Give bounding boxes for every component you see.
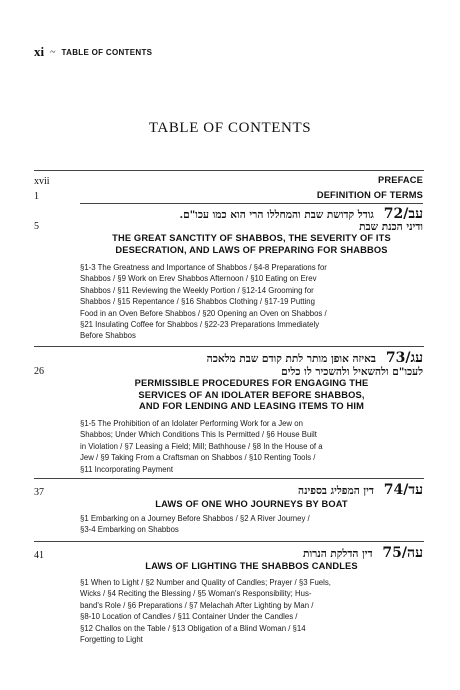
ornament-icon: ~ bbox=[50, 46, 56, 58]
section-summary bbox=[80, 262, 423, 342]
summary-line: in Violation / §7 Leasing a Field; Mill; Bathhouse / §8 In the House of a bbox=[80, 441, 323, 451]
hebrew-line: דין הדלקת הנרות bbox=[303, 548, 373, 560]
title-line: SERVICES OF AN IDOLATER BEFORE SHABBOS, bbox=[138, 389, 365, 400]
summary-line: Shabbos; Under Which Conditions This Is Permitted / §6 House Built bbox=[80, 430, 317, 440]
toc-entry-page[interactable]: 1 bbox=[34, 191, 39, 202]
summary-line: Jew / §9 Taking From a Craftsman on Shabbos / §10 Renting Tools / bbox=[80, 453, 316, 463]
hebrew-line: ודיני הכנת שבת bbox=[359, 221, 423, 233]
summary-line: §1-5 The Prohibition of an Idolater Performing Work for a Jew on bbox=[80, 419, 303, 428]
running-head bbox=[34, 44, 152, 60]
section-number: עד/74 bbox=[383, 482, 423, 498]
section-hebrew-title-cont bbox=[130, 221, 423, 234]
hebrew-line: לעכו"ם ולהשאיל ולהשכיר לו כלים bbox=[281, 366, 423, 378]
section-page[interactable]: 41 bbox=[34, 550, 44, 561]
divider bbox=[34, 541, 424, 542]
summary-line: §1-3 The Greatness and Importance of Shabbos / §4-8 Preparations for bbox=[80, 263, 327, 272]
summary-line: Forgetting to Light bbox=[80, 635, 143, 645]
summary-line: Food in an Oven Before Shabbos / §20 Opening an Oven on Shabbos / bbox=[80, 308, 327, 318]
section-hebrew-title[interactable] bbox=[130, 547, 423, 561]
title-line: AND FOR LENDING AND LEASING ITEMS TO HIM bbox=[139, 401, 364, 411]
title-line: PERMISSIBLE PROCEDURES FOR ENGAGING THE bbox=[134, 378, 369, 388]
summary-line: §1 Embarking on a Journey Before Shabbos / §2 A River Journey / bbox=[80, 514, 310, 523]
summary-line: §11 Incorporating Payment bbox=[80, 464, 174, 474]
section-english-title[interactable] bbox=[80, 561, 423, 573]
toc-entry-definition-of-terms[interactable]: DEFINITION OF TERMS bbox=[316, 190, 423, 200]
summary-line: §21 Insulating Coffee for Shabbos / §22-23 Preparations Immediately bbox=[80, 320, 320, 330]
section-number: עה/75 bbox=[382, 545, 423, 561]
toc-entry-page[interactable]: xvii bbox=[34, 176, 50, 187]
summary-line: Shabbos / §9 Work on Erev Shabbos Afternoon / §10 Eating on Erev bbox=[80, 274, 317, 284]
section-page[interactable]: 26 bbox=[34, 366, 44, 377]
summary-line: §1 When to Light / §2 Number and Quality of Candles; Prayer / §3 Fuels, bbox=[80, 578, 331, 587]
summary-line: §12 Challos on the Table / §13 Obligation of a Blind Woman / §14 bbox=[80, 623, 306, 633]
section-english-title[interactable] bbox=[80, 233, 423, 256]
divider bbox=[34, 346, 424, 347]
section-number: עב/72 bbox=[383, 206, 423, 222]
header-page-number: xi bbox=[34, 44, 45, 59]
hebrew-line: באיזה אופן מותר לתת קודם שבת מלאכה bbox=[206, 353, 376, 365]
hebrew-line: גודל קדושת שבת והמחללו הרי הוא כמו עכו"ם. bbox=[179, 209, 374, 221]
summary-line: Wicks / §4 Reciting the Blessing / §5 Woman's Responsibility; Hus- bbox=[80, 589, 312, 599]
summary-line: Before Shabbos bbox=[80, 331, 136, 341]
summary-line: Shabbos / §15 Repentance / §16 Shabbos Clothing / §17-19 Putting bbox=[80, 297, 315, 307]
divider bbox=[34, 170, 424, 171]
summary-line: §8-10 Location of Candles / §11 Container Under the Candles / bbox=[80, 612, 298, 622]
section-hebrew-title-cont bbox=[130, 366, 423, 379]
section-page[interactable]: 5 bbox=[34, 221, 39, 232]
title-line: LAWS OF ONE WHO JOURNEYS BY BOAT bbox=[155, 499, 348, 509]
page-title: TABLE OF CONTENTS bbox=[148, 120, 312, 136]
hebrew-line: דין המפליג בספינה bbox=[298, 485, 374, 497]
section-hebrew-title[interactable] bbox=[130, 208, 423, 222]
title-line: THE GREAT SANCTITY OF SHABBOS, THE SEVERITY OF ITS bbox=[112, 233, 391, 243]
section-summary bbox=[80, 418, 423, 475]
section-hebrew-title[interactable] bbox=[130, 484, 423, 498]
title-line: LAWS OF LIGHTING THE SHABBOS CANDLES bbox=[145, 561, 358, 571]
summary-line: §3-4 Embarking on Shabbos bbox=[80, 525, 179, 535]
divider bbox=[34, 478, 424, 479]
section-english-title[interactable] bbox=[80, 499, 423, 511]
toc-entry-preface[interactable]: PREFACE bbox=[378, 175, 423, 185]
title-line: DESECRATION, AND LAWS OF PREPARING FOR SHABBOS bbox=[115, 244, 388, 255]
section-summary bbox=[80, 513, 423, 536]
section-summary bbox=[80, 577, 423, 645]
section-number: עג/73 bbox=[385, 350, 423, 366]
section-hebrew-title[interactable] bbox=[130, 352, 423, 366]
divider bbox=[80, 203, 423, 204]
summary-line: Shabbos / §11 Reviewing the Weekly Portion / §12-14 Grooming for bbox=[80, 285, 314, 295]
header-title: TABLE OF CONTENTS bbox=[61, 47, 153, 57]
section-page[interactable]: 37 bbox=[34, 487, 44, 498]
section-english-title[interactable] bbox=[80, 378, 423, 413]
summary-line: band's Role / §6 Preparations / §7 Melachah After Lighting by Man / bbox=[80, 600, 314, 610]
